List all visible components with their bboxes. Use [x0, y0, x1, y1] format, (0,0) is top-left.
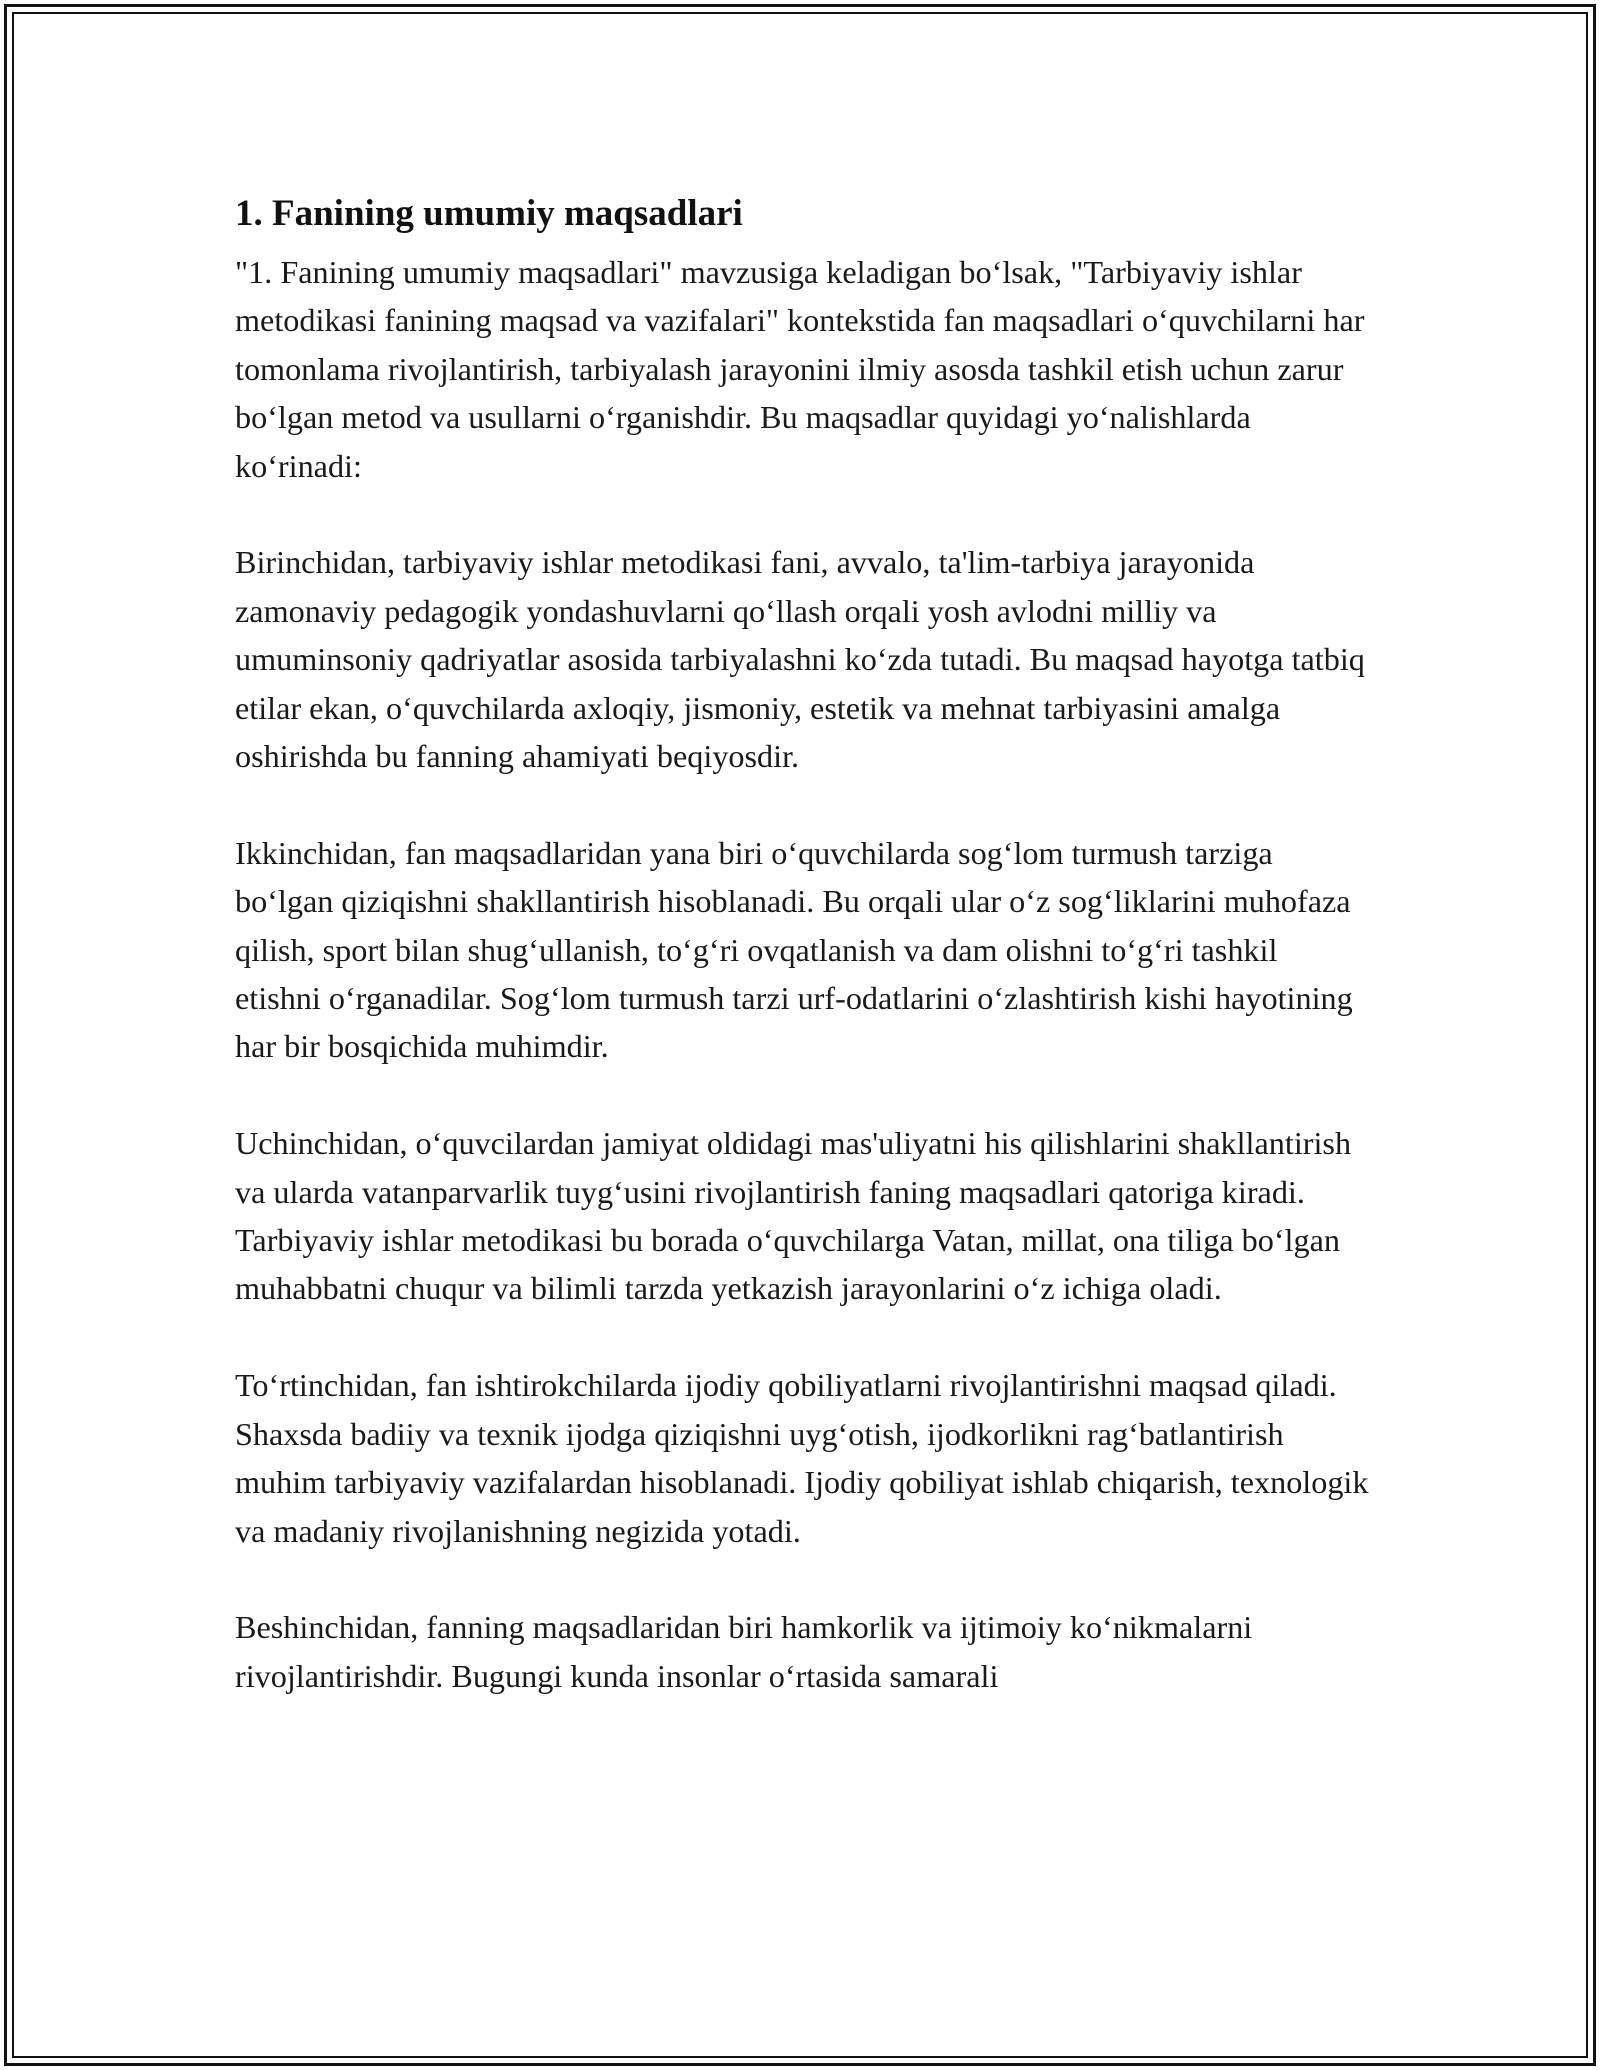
paragraph-fifth: Beshinchidan, fanning maqsadlaridan biri hamkorlik va ijtimoiy ko‘nikmalarni rivojlantirishdir. Bugungi kunda insonlar o‘rtasida samarali: [235, 1609, 1253, 1694]
paragraph-intro: "1. Fanining umumiy maqsadlari" mavzusiga keladigan bo‘lsak, "Tarbiyaviy ishlar metodikasi fanining maqsad va vazifalari" kontekstida fan maqsadlari o‘quvchilarni har tomonlama rivojlantirish, tarbiyalash jarayonini ilmiy asosda tashkil etish uchun zarur bo‘lgan metod va usullarni o‘rganishdir. Bu maqsadlar quyidagi yo‘nalishlarda ko‘rinadi:: [235, 254, 1365, 484]
section-heading: 1. Fanining umumiy maqsadlari: [235, 193, 743, 234]
paragraph-second: Ikkinchidan, fan maqsadlaridan yana biri o‘quvchilarda sog‘lom turmush tarziga bo‘lgan qiziqishni shakllantirish hisoblanadi. Bu orqali ular o‘z sog‘liklarini muhofaza qilish, sport bilan shug‘ullanish, to‘g‘ri ovqatlanish va dam olishni to‘g‘ri tashkil etishni o‘rganadilar. Sog‘lom turmush tarzi urf-odatlarini o‘zlashtirish kishi hayotining har bir bosqichida muhimdir.: [235, 834, 1353, 1065]
document-body: [235, 186, 1370, 1700]
paragraph-third: Uchinchidan, o‘quvcilardan jamiyat oldidagi mas'uliyatni his qilishlarini shakllantirish va ularda vatanparvarlik tuyg‘usini rivojlantirish faning maqsadlari qatoriga kiradi. Tarbiyaviy ishlar metodikasi bu borada o‘quvchilarga Vatan, millat, ona tiliga bo‘lgan muhabbatni chuqur va bilimli tarzda yetkazish jarayonlarini o‘z ichiga oladi.: [235, 1125, 1352, 1307]
paragraph-first: Birinchidan, tarbiyaviy ishlar metodikasi fani, avvalo, ta'lim-tarbiya jarayonida zamonaviy pedagogik yondashuvlarni qo‘llash orqali yosh avlodni milliy va umuminsoniy qadriyatlar asosida tarbiyalashni ko‘zda tutadi. Bu maqsad hayotga tatbiq etilar ekan, o‘quvchilarda axloqiy, jismoniy, estetik va mehnat tarbiyasini amalga oshirishda bu fanning ahamiyati beqiyosdir.: [235, 544, 1365, 775]
paragraph-fourth: To‘rtinchidan, fan ishtirokchilarda ijodiy qobiliyatlarni rivojlantirishni maqsad qiladi. Shaxsda badiiy va texnik ijodga qiziqishni uyg‘otish, ijodkorlikni rag‘batlantirish muhim tarbiyaviy vazifalardan hisoblanadi. Ijodiy qobiliyat ishlab chiqarish, texnologik va madaniy rivojlanishning negizida yotadi.: [235, 1367, 1369, 1549]
